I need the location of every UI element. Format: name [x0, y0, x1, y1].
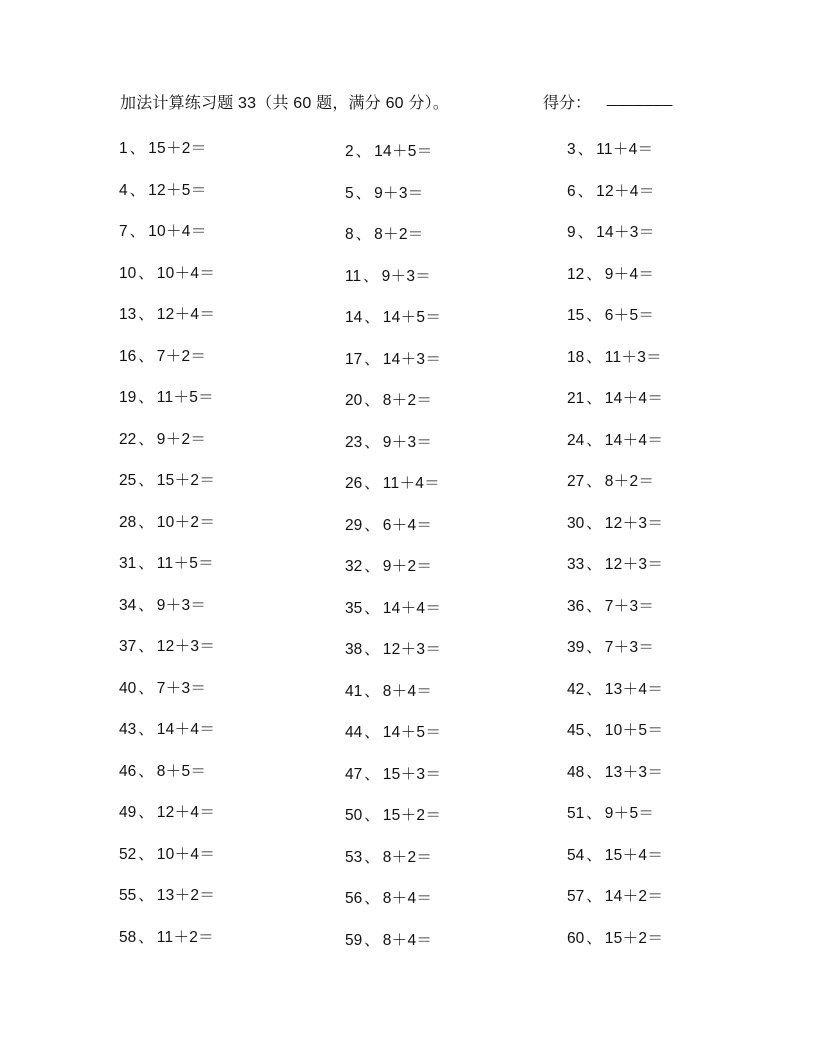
problem-expression: 9＋4＝	[604, 265, 655, 283]
problem-number: 22	[119, 430, 137, 448]
problem-item	[343, 804, 567, 828]
problem-expression: 8＋2＝	[374, 226, 424, 243]
problem-separator: 、	[138, 555, 154, 572]
problem-number: 42	[567, 680, 585, 698]
problem-separator: 、	[586, 348, 602, 366]
problem-item	[119, 262, 343, 286]
problem-number: 41	[345, 682, 363, 700]
problem-separator: 、	[129, 223, 146, 240]
problem-number: 2	[345, 143, 354, 160]
problem-separator: 、	[364, 558, 380, 575]
problem-expression: 7＋3＝	[604, 639, 655, 656]
problem-expression: 6＋5＝	[604, 307, 655, 324]
problem-number: 60	[567, 929, 585, 947]
problem-expression: 15＋2＝	[382, 807, 442, 824]
problem-separator: 、	[364, 350, 380, 368]
problem-expression: 12＋3＝	[604, 514, 664, 532]
problem-item	[343, 721, 567, 745]
problem-item	[343, 887, 567, 911]
problem-number: 33	[567, 556, 585, 573]
problem-expression: 14＋4＝	[156, 721, 216, 738]
problem-number: 48	[567, 763, 585, 781]
problem-expression: 15＋2＝	[148, 140, 207, 157]
problem-expression: 8＋4＝	[382, 931, 433, 949]
score-blank: _______	[607, 90, 673, 107]
problem-expression: 11＋2＝	[156, 928, 214, 946]
problem-separator: 、	[586, 597, 602, 615]
problem-number: 26	[345, 475, 363, 492]
problem-separator: 、	[586, 888, 602, 905]
problem-number: 21	[567, 390, 585, 407]
problem-separator: 、	[364, 392, 380, 409]
problem-number: 57	[567, 888, 585, 905]
problem-separator: 、	[138, 430, 154, 448]
problem-item	[343, 472, 567, 496]
problem-item	[343, 389, 567, 413]
problem-item	[119, 843, 343, 867]
problem-expression: 15＋4＝	[604, 846, 664, 864]
problem-item	[567, 263, 699, 287]
problem-number: 7	[119, 223, 128, 240]
problem-separator: 、	[138, 596, 154, 614]
problem-item	[567, 927, 699, 951]
problem-expression: 7＋2＝	[156, 347, 207, 365]
problem-expression: 10＋4＝	[156, 264, 216, 282]
problem-item	[567, 346, 699, 370]
problem-expression: 15＋2＝	[156, 472, 216, 489]
problem-number: 23	[345, 433, 363, 451]
problem-item	[343, 929, 567, 953]
problem-expression: 14＋4＝	[382, 599, 442, 617]
problem-expression: 8＋2＝	[382, 392, 433, 409]
problem-expression: 15＋3＝	[382, 765, 442, 783]
problem-number: 53	[345, 848, 363, 866]
problem-number: 45	[567, 722, 585, 739]
problem-number: 58	[119, 928, 137, 946]
problem-separator: 、	[586, 390, 602, 407]
problem-expression: 14＋5＝	[382, 309, 442, 326]
problem-number: 52	[119, 845, 137, 863]
problem-separator: 、	[364, 641, 380, 658]
problem-item	[119, 926, 343, 950]
problem-separator: 、	[586, 805, 602, 822]
problem-separator: 、	[355, 184, 372, 202]
problem-separator: 、	[129, 181, 146, 199]
problem-item	[567, 719, 699, 743]
problem-number: 25	[119, 472, 137, 489]
problem-number: 44	[345, 724, 363, 741]
problem-number: 18	[567, 348, 585, 366]
problem-item	[567, 885, 699, 909]
problem-separator: 、	[586, 929, 602, 947]
problem-separator: 、	[138, 679, 154, 697]
problem-expression: 11＋5＝	[156, 389, 214, 406]
problem-separator: 、	[586, 846, 602, 864]
problem-item	[119, 137, 343, 161]
problem-item	[567, 636, 699, 660]
problem-number: 12	[567, 265, 585, 283]
problem-separator: 、	[586, 514, 602, 532]
problem-number: 40	[119, 679, 137, 697]
problem-number: 36	[567, 597, 585, 615]
problem-number: 34	[119, 596, 137, 614]
problem-expression: 12＋4＝	[596, 182, 655, 200]
problem-separator: 、	[138, 264, 154, 282]
worksheet-header	[120, 90, 680, 114]
problem-item	[567, 304, 699, 328]
problem-item	[567, 180, 699, 204]
problem-number: 47	[345, 765, 363, 783]
problem-expression: 10＋5＝	[604, 722, 664, 739]
problem-expression: 8＋2＝	[382, 848, 433, 866]
problem-item	[567, 221, 699, 245]
problem-item	[343, 306, 567, 330]
problem-item	[567, 553, 699, 577]
problem-separator: 、	[364, 599, 380, 617]
problem-item	[567, 678, 699, 702]
problem-expression: 15＋2＝	[604, 929, 664, 947]
problem-expression: 12＋4＝	[156, 306, 216, 323]
problem-separator: 、	[364, 682, 380, 700]
problem-item	[343, 846, 567, 870]
problem-item	[119, 469, 343, 493]
problem-item	[343, 638, 567, 662]
problem-separator: 、	[138, 306, 154, 323]
problem-item	[343, 680, 567, 704]
problem-item	[119, 677, 343, 701]
problem-item	[119, 428, 343, 452]
problem-number: 38	[345, 641, 363, 658]
problem-item	[567, 512, 699, 536]
problem-number: 10	[119, 264, 137, 282]
problem-separator: 、	[364, 848, 380, 866]
problem-expression: 14＋5＝	[374, 143, 433, 160]
problem-number: 37	[119, 638, 137, 655]
problem-number: 3	[567, 141, 576, 158]
problem-number: 6	[567, 182, 576, 200]
problem-separator: 、	[364, 890, 380, 907]
problem-expression: 12＋3＝	[156, 638, 216, 655]
problem-separator: 、	[364, 309, 380, 326]
problem-number: 5	[345, 184, 354, 202]
problem-number: 11	[345, 267, 362, 285]
problem-expression: 14＋4＝	[604, 431, 664, 449]
problem-number: 24	[567, 431, 585, 449]
problem-expression: 6＋4＝	[382, 516, 433, 534]
problem-separator: 、	[138, 721, 154, 738]
problem-item	[567, 429, 699, 453]
problem-expression: 14＋3＝	[382, 350, 442, 368]
problem-item	[343, 223, 567, 247]
problem-item	[119, 718, 343, 742]
problem-item	[119, 884, 343, 908]
problem-number: 15	[567, 307, 585, 324]
problem-item	[343, 555, 567, 579]
problem-expression: 7＋3＝	[156, 679, 207, 697]
problem-separator: 、	[586, 722, 602, 739]
problem-separator: 、	[364, 433, 380, 451]
problem-number: 51	[567, 805, 585, 822]
problem-separator: 、	[138, 472, 154, 489]
problem-separator: 、	[577, 224, 594, 241]
problem-number: 20	[345, 392, 363, 409]
problem-separator: 、	[586, 265, 602, 283]
problem-separator: 、	[138, 845, 154, 863]
problem-item	[119, 552, 343, 576]
problem-item	[119, 511, 343, 535]
problem-separator: 、	[138, 887, 154, 904]
problem-item	[567, 138, 699, 162]
problem-expression: 13＋4＝	[604, 680, 664, 698]
problem-number: 4	[119, 181, 128, 199]
problem-separator: 、	[363, 267, 379, 285]
problem-item	[343, 182, 567, 206]
problem-expression: 10＋4＝	[148, 223, 207, 240]
problem-expression: 11＋4＝	[382, 475, 440, 492]
problem-number: 8	[345, 226, 354, 243]
problem-separator: 、	[138, 347, 154, 365]
problem-separator: 、	[138, 762, 154, 780]
problem-separator: 、	[586, 307, 602, 324]
problem-separator: 、	[138, 638, 154, 655]
problem-separator: 、	[364, 765, 380, 783]
problem-item	[119, 386, 343, 410]
problem-number: 35	[345, 599, 363, 617]
problem-separator: 、	[129, 140, 146, 157]
problem-number: 56	[345, 890, 363, 907]
problem-item	[567, 761, 699, 785]
problem-expression: 14＋3＝	[596, 224, 655, 241]
problem-number: 19	[119, 389, 137, 406]
problem-expression: 11＋4＝	[596, 141, 654, 158]
problem-expression: 8＋4＝	[382, 890, 433, 907]
problem-separator: 、	[138, 389, 154, 406]
problem-separator: 、	[364, 516, 380, 534]
problem-separator: 、	[364, 475, 380, 492]
problem-expression: 9＋5＝	[604, 805, 655, 822]
problem-item	[567, 470, 699, 494]
problem-number: 32	[345, 558, 363, 575]
problem-item	[119, 303, 343, 327]
problem-separator: 、	[586, 473, 602, 490]
problem-separator: 、	[586, 431, 602, 449]
problem-item	[343, 514, 567, 538]
problem-item	[567, 802, 699, 826]
problem-item	[343, 348, 567, 372]
problem-separator: 、	[364, 807, 380, 824]
problem-item	[343, 431, 567, 455]
problem-number: 13	[119, 306, 137, 323]
problem-expression: 9＋3＝	[381, 267, 432, 285]
problem-expression: 12＋4＝	[156, 804, 216, 821]
problem-expression: 13＋2＝	[156, 887, 216, 904]
problem-number: 46	[119, 762, 137, 780]
problem-expression: 10＋4＝	[156, 845, 216, 863]
problem-expression: 9＋3＝	[156, 596, 207, 614]
problem-expression: 14＋4＝	[604, 390, 664, 407]
problem-item	[119, 594, 343, 618]
problem-item	[119, 635, 343, 659]
problem-expression: 8＋2＝	[604, 473, 655, 490]
problem-separator: 、	[577, 141, 594, 158]
problem-separator: 、	[355, 226, 372, 243]
problem-number: 14	[345, 309, 363, 326]
problem-separator: 、	[364, 724, 380, 741]
problem-expression: 9＋2＝	[382, 558, 433, 575]
problem-number: 49	[119, 804, 137, 821]
problem-number: 39	[567, 639, 585, 656]
problem-expression: 8＋5＝	[156, 762, 207, 780]
problem-number: 9	[567, 224, 576, 241]
problem-item	[119, 220, 343, 244]
problem-expression: 9＋3＝	[382, 433, 433, 451]
problem-expression: 8＋4＝	[382, 682, 433, 700]
problem-separator: 、	[586, 763, 602, 781]
problem-expression: 9＋3＝	[374, 184, 424, 202]
problem-number: 43	[119, 721, 137, 738]
problem-item	[343, 763, 567, 787]
problem-number: 31	[119, 555, 137, 572]
problem-expression: 13＋3＝	[604, 763, 664, 781]
problem-expression: 12＋3＝	[604, 556, 664, 573]
problem-item	[119, 801, 343, 825]
problem-number: 1	[119, 140, 128, 157]
problem-item	[119, 345, 343, 369]
problem-item	[567, 595, 699, 619]
problem-number: 55	[119, 887, 137, 904]
problem-item	[343, 140, 567, 164]
problem-item	[343, 265, 567, 289]
problem-item	[343, 597, 567, 621]
problem-expression: 10＋2＝	[156, 513, 216, 531]
problem-item	[567, 844, 699, 868]
problem-separator: 、	[138, 513, 154, 531]
problem-expression: 14＋2＝	[604, 888, 664, 905]
problem-item	[567, 387, 699, 411]
problem-item	[119, 760, 343, 784]
problem-number: 29	[345, 516, 363, 534]
problem-number: 17	[345, 350, 363, 368]
problem-expression: 11＋3＝	[604, 348, 662, 366]
problem-separator: 、	[138, 804, 154, 821]
problem-number: 28	[119, 513, 137, 531]
problem-separator: 、	[364, 931, 380, 949]
problem-item	[119, 179, 343, 203]
problem-expression: 11＋5＝	[156, 555, 214, 572]
problem-separator: 、	[355, 143, 372, 160]
problem-expression: 12＋3＝	[382, 641, 442, 658]
problem-number: 30	[567, 514, 585, 532]
problem-separator: 、	[586, 639, 602, 656]
problem-number: 27	[567, 473, 585, 490]
problem-expression: 14＋5＝	[382, 724, 442, 741]
problem-number: 50	[345, 807, 363, 824]
problem-separator: 、	[138, 928, 154, 946]
problem-number: 54	[567, 846, 585, 864]
problem-separator: 、	[577, 182, 594, 200]
problem-number: 16	[119, 347, 137, 365]
problem-expression: 12＋5＝	[148, 181, 207, 199]
problem-expression: 9＋2＝	[156, 430, 207, 448]
problem-expression: 7＋3＝	[604, 597, 655, 615]
problem-number: 59	[345, 931, 363, 949]
score-label: 得分：	[543, 95, 592, 112]
problem-grid	[119, 137, 699, 967]
problem-separator: 、	[586, 556, 602, 573]
problem-separator: 、	[586, 680, 602, 698]
worksheet-title: 加法计算练习题 33（共 60 题，满分 60 分）。	[120, 95, 450, 112]
